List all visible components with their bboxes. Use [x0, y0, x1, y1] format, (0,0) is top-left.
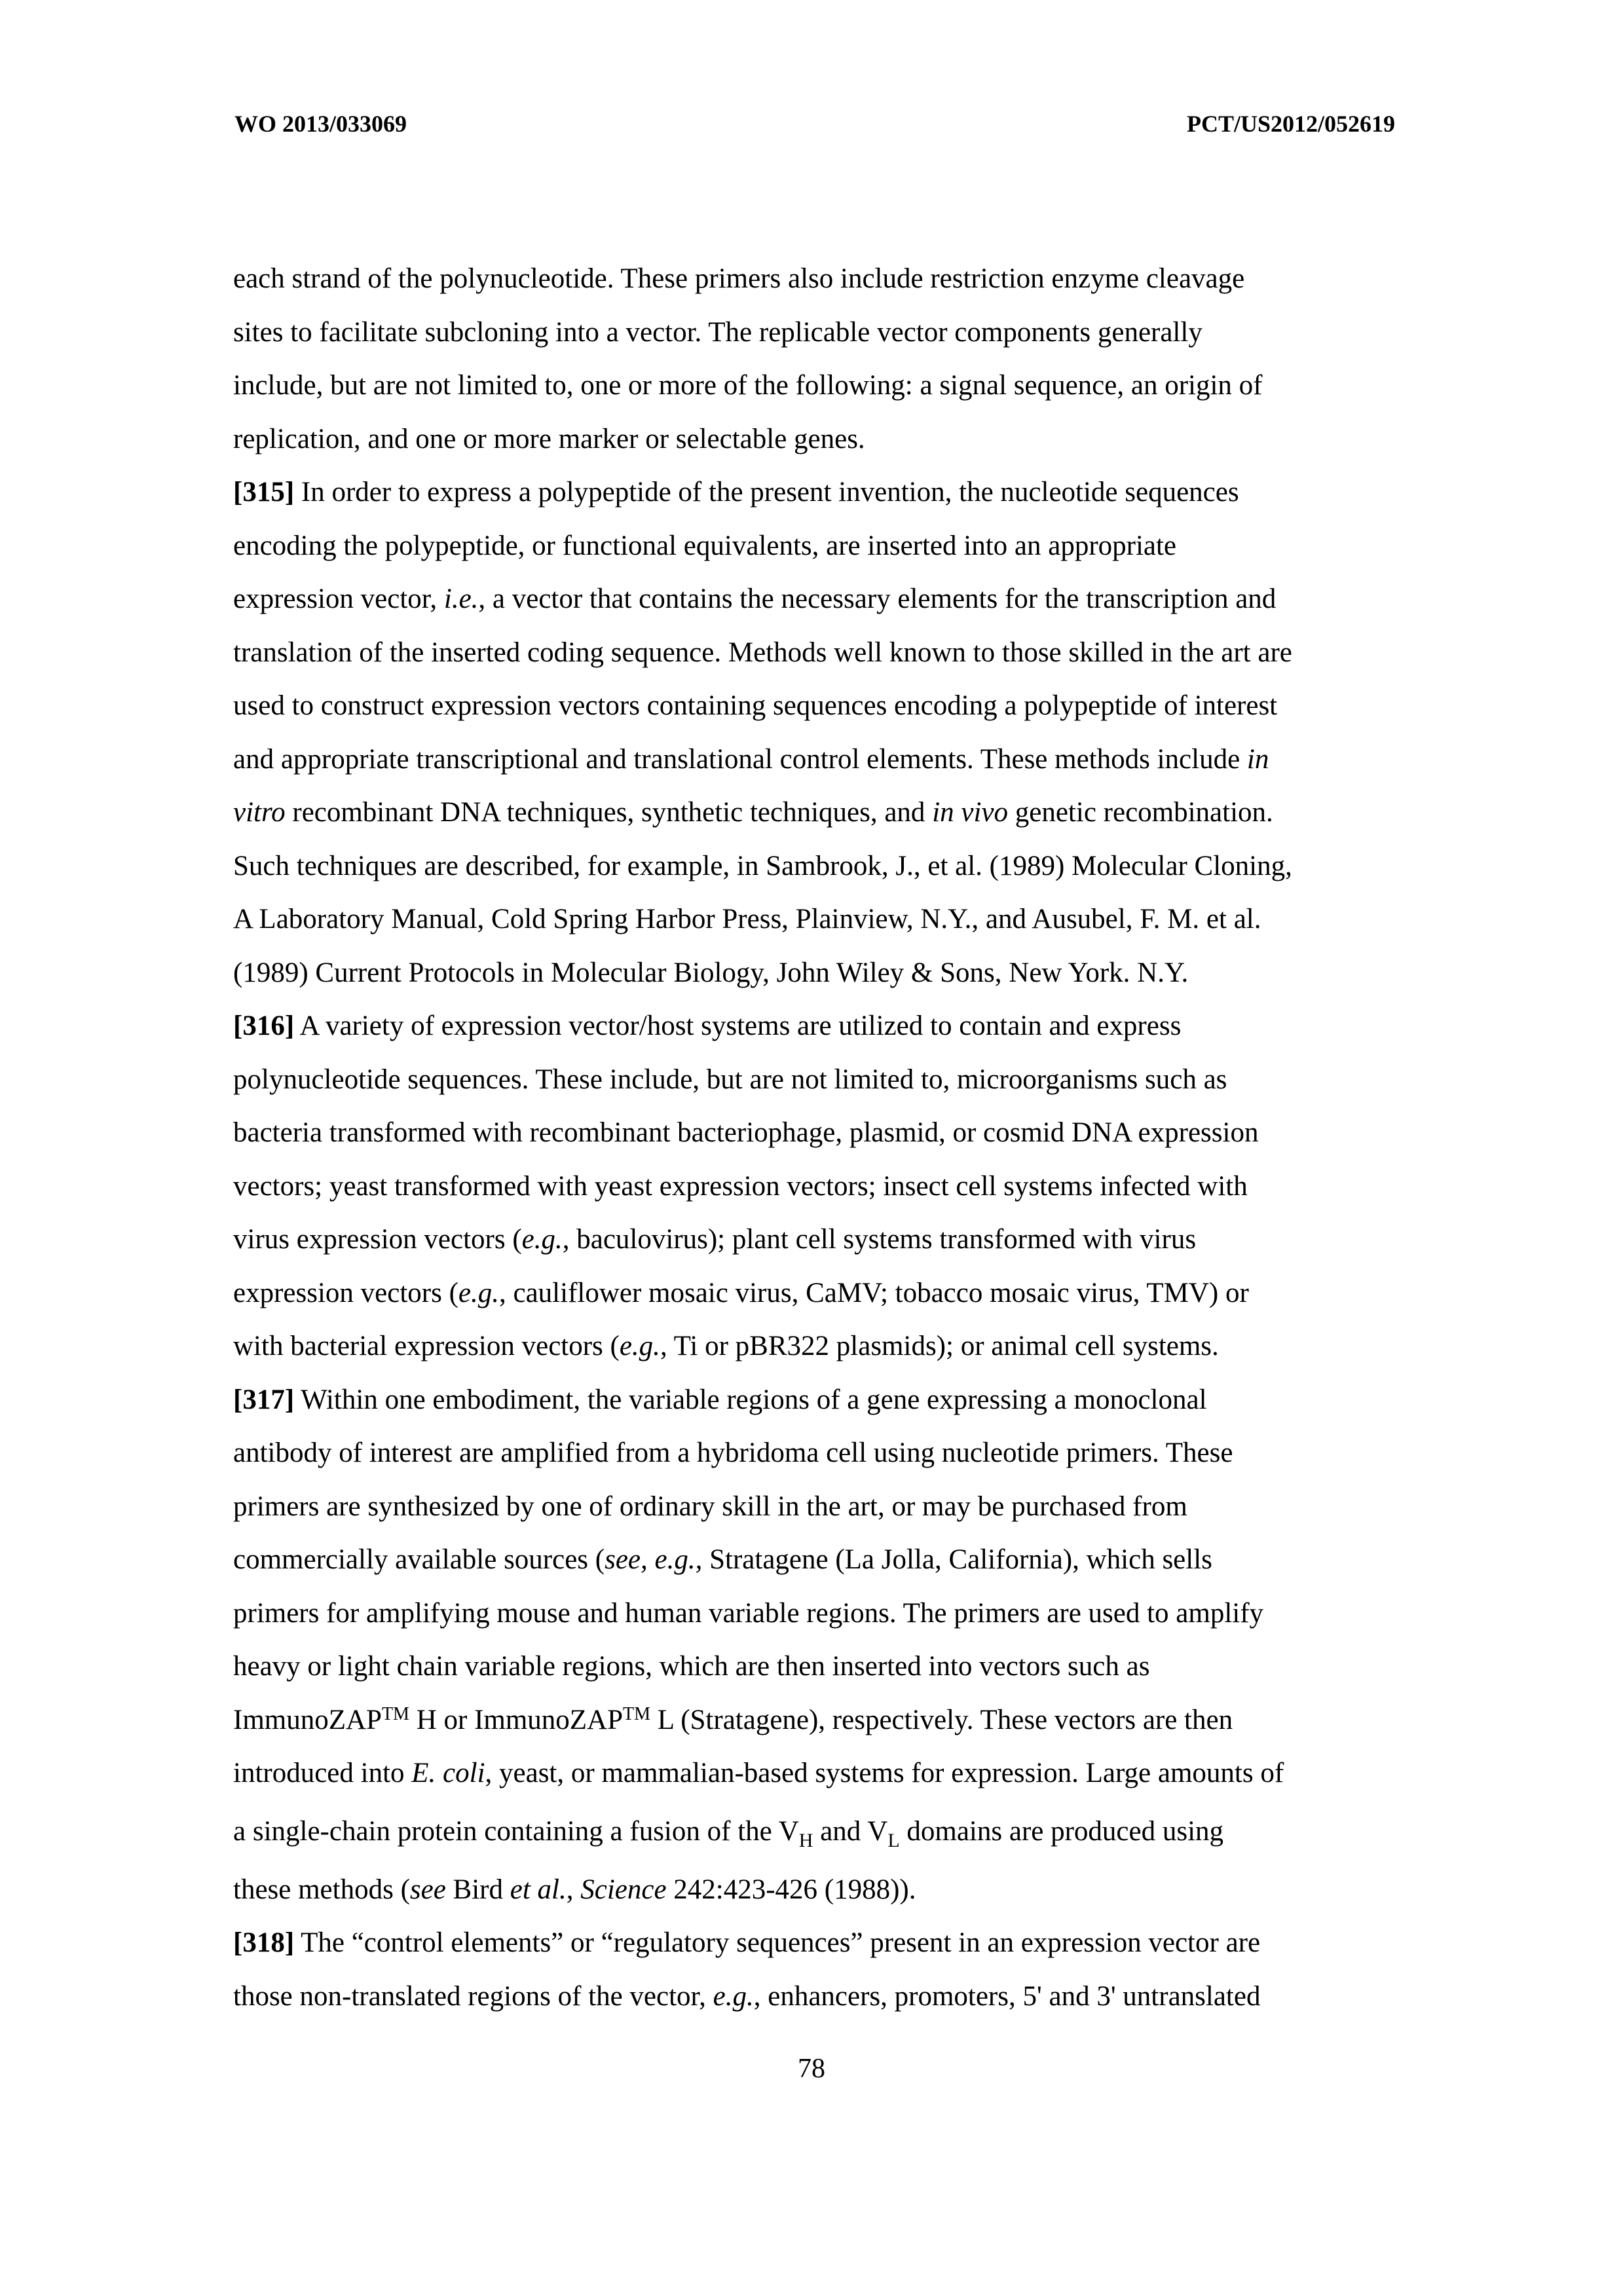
text-line: [233, 1970, 1406, 2024]
text-line: [233, 519, 1406, 573]
text-segment: introduced into: [233, 1758, 412, 1788]
text-line: [233, 733, 1406, 787]
text-line: [233, 840, 1406, 893]
text-segment: , a vector that contains the necessary elements for the transcription and: [478, 583, 1277, 614]
text-line: [233, 1533, 1406, 1587]
text-segment: translation of the inserted coding sequence. Methods well known to those skilled in the art are: [233, 637, 1292, 668]
text-segment: 242:423-426 (1988)).: [666, 1874, 916, 1905]
text-segment: polynucleotide sequences. These include, but are not limited to, microorganisms such as: [233, 1064, 1227, 1095]
application-number: PCT/US2012/052619: [1186, 111, 1395, 137]
text-segment: A Laboratory Manual, Cold Spring Harbor Press, Plainview, N.Y., and Ausubel, F. M. et al.: [233, 904, 1261, 935]
text-line: [233, 946, 1406, 1000]
text-segment: sites to facilitate subcloning into a vector. The replicable vector components generally: [233, 316, 1203, 348]
text-segment: domains are produced using: [899, 1815, 1224, 1847]
text-line: [233, 999, 1406, 1053]
text-segment: Bird: [445, 1874, 510, 1905]
text-segment: encoding the polypeptide, or functional equivalents, are inserted into an appropriate: [233, 530, 1177, 561]
text-segment: these methods (: [233, 1874, 410, 1905]
text-segment: primers for amplifying mouse and human variable regions. The primers are used to amplify: [233, 1597, 1264, 1629]
text-segment: primers are synthesized by one of ordinary skill in the art, or may be purchased from: [233, 1491, 1187, 1522]
text-segment: a single-chain protein containing a fusion of the V: [233, 1815, 799, 1847]
text-line: [233, 1106, 1406, 1160]
text-segment: e.g.: [713, 1980, 754, 2012]
text-segment: expression vector,: [233, 583, 444, 614]
text-segment: recombinant DNA techniques, synthetic techniques, and: [285, 797, 933, 828]
text-segment: , enhancers, promoters, 5' and 3' untranslated: [753, 1980, 1261, 2012]
text-segment: bacteria transformed with recombinant bacteriophage, plasmid, or cosmid DNA expression: [233, 1117, 1259, 1148]
text-segment: e.g.: [619, 1331, 660, 1361]
text-line: [233, 1213, 1406, 1267]
text-segment: and appropriate transcriptional and translational control elements. These methods include: [233, 743, 1247, 775]
text-line: [233, 359, 1406, 413]
text-segment: vitro: [233, 797, 286, 828]
text-segment: virus expression vectors (: [233, 1224, 522, 1255]
text-segment: e.g.: [521, 1224, 563, 1255]
text-segment: In order to express a polypeptide of the present invention, the nucleotide sequences: [294, 477, 1239, 508]
text-segment: ImmunoZAP: [233, 1704, 382, 1735]
text-segment: , Ti or pBR322 plasmids); or animal cell systems.: [660, 1331, 1219, 1361]
text-line: [233, 1053, 1406, 1107]
text-line: [233, 1587, 1406, 1640]
text-segment: H or ImmunoZAP: [409, 1704, 624, 1735]
text-segment: in vivo: [932, 797, 1009, 828]
text-segment: , baculovirus); plant cell systems transformed with virus: [562, 1224, 1197, 1255]
text-segment: each strand of the polynucleotide. These primers also include restriction enzyme cleavage: [233, 263, 1245, 294]
text-segment: TM: [623, 1703, 651, 1724]
text-segment: see, e.g.,: [605, 1544, 703, 1575]
text-segment: replication, and one or more marker or selectable genes.: [233, 423, 865, 454]
text-segment: L (Stratagene), respectively. These vectors are then: [650, 1704, 1233, 1735]
text-line: [233, 1426, 1406, 1480]
text-line: [233, 252, 1406, 306]
text-segment: i.e.: [443, 583, 479, 614]
text-segment: include, but are not limited to, one or more of the following: a signal sequence, an origin of: [233, 370, 1263, 401]
text-line: [233, 893, 1406, 946]
text-line: [233, 679, 1406, 733]
text-segment: expression vectors (: [233, 1277, 458, 1308]
text-line: [233, 1267, 1406, 1320]
text-line: [233, 1863, 1406, 1917]
text-segment: H: [798, 1829, 813, 1851]
text-line: [233, 1916, 1406, 1970]
text-segment: used to construct expression vectors containing sequences encoding a polypeptide of interest: [233, 690, 1278, 721]
text-segment: vectors; yeast transformed with yeast expression vectors; insect cell systems infected with: [233, 1170, 1248, 1202]
text-line: [233, 413, 1406, 466]
text-segment: Within one embodiment, the variable regions of a gene expressing a monoclonal: [294, 1384, 1207, 1415]
text-segment: see: [409, 1874, 446, 1905]
text-segment: with bacterial expression vectors (: [233, 1331, 620, 1361]
text-segment: A variety of expression vector/host systems are utilized to contain and express: [294, 1010, 1182, 1041]
paragraph-number: [316]: [233, 1010, 295, 1041]
text-segment: , cauliflower mosaic virus, CaMV; tobacco mosaic virus, TMV) or: [499, 1277, 1249, 1308]
text-segment: Stratagene (La Jolla, California), which sells: [702, 1544, 1212, 1575]
text-line: [233, 1373, 1406, 1427]
text-segment: Science: [580, 1874, 667, 1905]
text-segment: ,: [566, 1874, 581, 1905]
text-line: [233, 1640, 1406, 1694]
text-segment: e.g.: [458, 1277, 499, 1308]
text-line: [233, 786, 1406, 840]
text-line: [233, 1800, 1406, 1863]
text-segment: TM: [381, 1703, 409, 1724]
text-segment: genetic recombination.: [1008, 797, 1273, 828]
text-segment: in: [1246, 743, 1269, 775]
text-line: [233, 572, 1406, 626]
text-segment: and V: [813, 1815, 888, 1847]
text-line: [233, 1747, 1406, 1800]
text-segment: commercially available sources (: [233, 1544, 605, 1575]
body-text: [233, 252, 1406, 2023]
text-segment: (1989) Current Protocols in Molecular Biology, John Wiley & Sons, New York. N.Y.: [233, 957, 1189, 988]
text-segment: E. coli: [411, 1758, 485, 1788]
text-segment: The “control elements” or “regulatory sequences” present in an expression vector are: [294, 1927, 1261, 1958]
text-segment: L: [887, 1829, 900, 1851]
text-segment: antibody of interest are amplified from a hybridoma cell using nucleotide primers. These: [233, 1437, 1233, 1468]
text-line: [233, 626, 1406, 680]
text-line: [233, 466, 1406, 519]
text-segment: those non-translated regions of the vector,: [233, 1980, 713, 2012]
text-segment: , yeast, or mammalian-based systems for expression. Large amounts of: [485, 1758, 1284, 1788]
text-line: [233, 1480, 1406, 1534]
publication-number: WO 2013/033069: [234, 111, 407, 137]
text-line: [233, 1320, 1406, 1373]
text-segment: et al.: [510, 1874, 567, 1905]
text-segment: heavy or light chain variable regions, which are then inserted into vectors such as: [233, 1651, 1150, 1682]
text-line: [233, 1160, 1406, 1213]
paragraph-number: [317]: [233, 1384, 295, 1415]
text-line: [233, 306, 1406, 360]
text-line: [233, 1694, 1406, 1747]
text-segment: Such techniques are described, for example, in Sambrook, J., et al. (1989) Molecular Cloning,: [233, 850, 1292, 881]
page-number: 78: [798, 2054, 825, 2084]
paragraph-number: [315]: [233, 477, 295, 508]
paragraph-number: [318]: [233, 1927, 295, 1958]
